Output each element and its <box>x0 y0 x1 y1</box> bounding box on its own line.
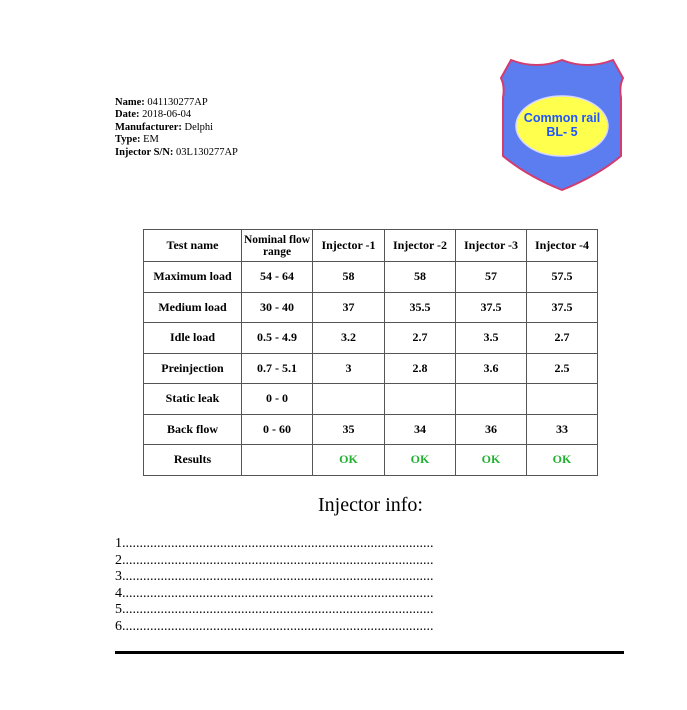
header-cell: Injector -1 <box>313 230 385 262</box>
result-ok-cell: OK <box>456 445 527 476</box>
logo-line-1: Common rail <box>523 111 601 125</box>
value-cell <box>385 384 456 415</box>
value-cell: 37 <box>313 292 385 323</box>
header-cell: Injector -4 <box>527 230 598 262</box>
value-cell: 57 <box>456 262 527 293</box>
range-cell: 0.5 - 4.9 <box>242 323 313 354</box>
value-cell: 58 <box>385 262 456 293</box>
test-name-cell: Idle load <box>144 323 242 354</box>
value-cell <box>456 384 527 415</box>
value-cell: 35 <box>313 414 385 445</box>
value-cell: 57.5 <box>527 262 598 293</box>
table-row <box>144 292 598 323</box>
info-line: 3......................................................................................... <box>115 569 434 585</box>
value-cell: 3.5 <box>456 323 527 354</box>
header-cell: Test name <box>144 230 242 262</box>
result-ok-cell: OK <box>385 445 456 476</box>
test-name-cell: Results <box>144 445 242 476</box>
bottom-divider <box>115 651 624 654</box>
table-row <box>144 414 598 445</box>
value-cell: 3.2 <box>313 323 385 354</box>
value-cell: 3.6 <box>456 353 527 384</box>
injector-info-lines <box>115 536 434 636</box>
range-cell: 0 - 60 <box>242 414 313 445</box>
meta-type: Type: EM <box>115 134 159 146</box>
logo-line-2: BL- 5 <box>546 125 578 139</box>
table-row <box>144 353 598 384</box>
value-cell: 35.5 <box>385 292 456 323</box>
value-cell: 3 <box>313 353 385 384</box>
result-ok-cell: OK <box>313 445 385 476</box>
value-cell: 2.7 <box>385 323 456 354</box>
test-name-cell: Static leak <box>144 384 242 415</box>
value-cell: 2.8 <box>385 353 456 384</box>
test-name-cell: Maximum load <box>144 262 242 293</box>
results-row <box>144 445 598 476</box>
injector-meta <box>115 97 238 159</box>
range-cell: 30 - 40 <box>242 292 313 323</box>
value-cell: 37.5 <box>527 292 598 323</box>
value-cell <box>527 384 598 415</box>
info-line: 6......................................................................................... <box>115 618 434 634</box>
info-line: 1......................................................................................... <box>115 536 434 551</box>
info-line: 4......................................................................................... <box>115 585 434 601</box>
header-cell: Injector -2 <box>385 230 456 262</box>
test-name-cell: Preinjection <box>144 353 242 384</box>
test-name-cell: Medium load <box>144 292 242 323</box>
value-cell: 2.5 <box>527 353 598 384</box>
result-ok-cell: OK <box>527 445 598 476</box>
test-name-cell: Back flow <box>144 414 242 445</box>
meta-manufacturer: Manufacturer: Delphi <box>115 121 214 133</box>
header-cell: Injector -3 <box>456 230 527 262</box>
range-cell: 0 - 0 <box>242 384 313 415</box>
value-cell: 58 <box>313 262 385 293</box>
meta-name: Name: 041130277AP <box>115 97 208 108</box>
table-row <box>144 323 598 354</box>
range-cell: 54 - 64 <box>242 262 313 293</box>
table-row <box>144 384 598 415</box>
value-cell <box>313 384 385 415</box>
header-cell: Nominal flow range <box>242 230 313 262</box>
shield-icon <box>497 58 627 192</box>
value-cell: 2.7 <box>527 323 598 354</box>
table-header-row <box>144 230 598 262</box>
info-line: 2......................................................................................... <box>115 552 434 568</box>
value-cell: 37.5 <box>456 292 527 323</box>
meta-serial: Injector S/N: 03L130277AP <box>115 146 238 158</box>
table-row <box>144 262 598 293</box>
value-cell: 34 <box>385 414 456 445</box>
injector-info-title: Injector info: <box>318 494 423 516</box>
value-cell: 33 <box>527 414 598 445</box>
value-cell: 36 <box>456 414 527 445</box>
test-results-table <box>143 229 598 476</box>
range-cell: 0.7 - 5.1 <box>242 353 313 384</box>
range-cell <box>242 445 313 476</box>
meta-date: Date: 2018-06-04 <box>115 109 192 121</box>
info-line: 5......................................................................................... <box>115 602 434 618</box>
common-rail-logo <box>497 58 627 192</box>
